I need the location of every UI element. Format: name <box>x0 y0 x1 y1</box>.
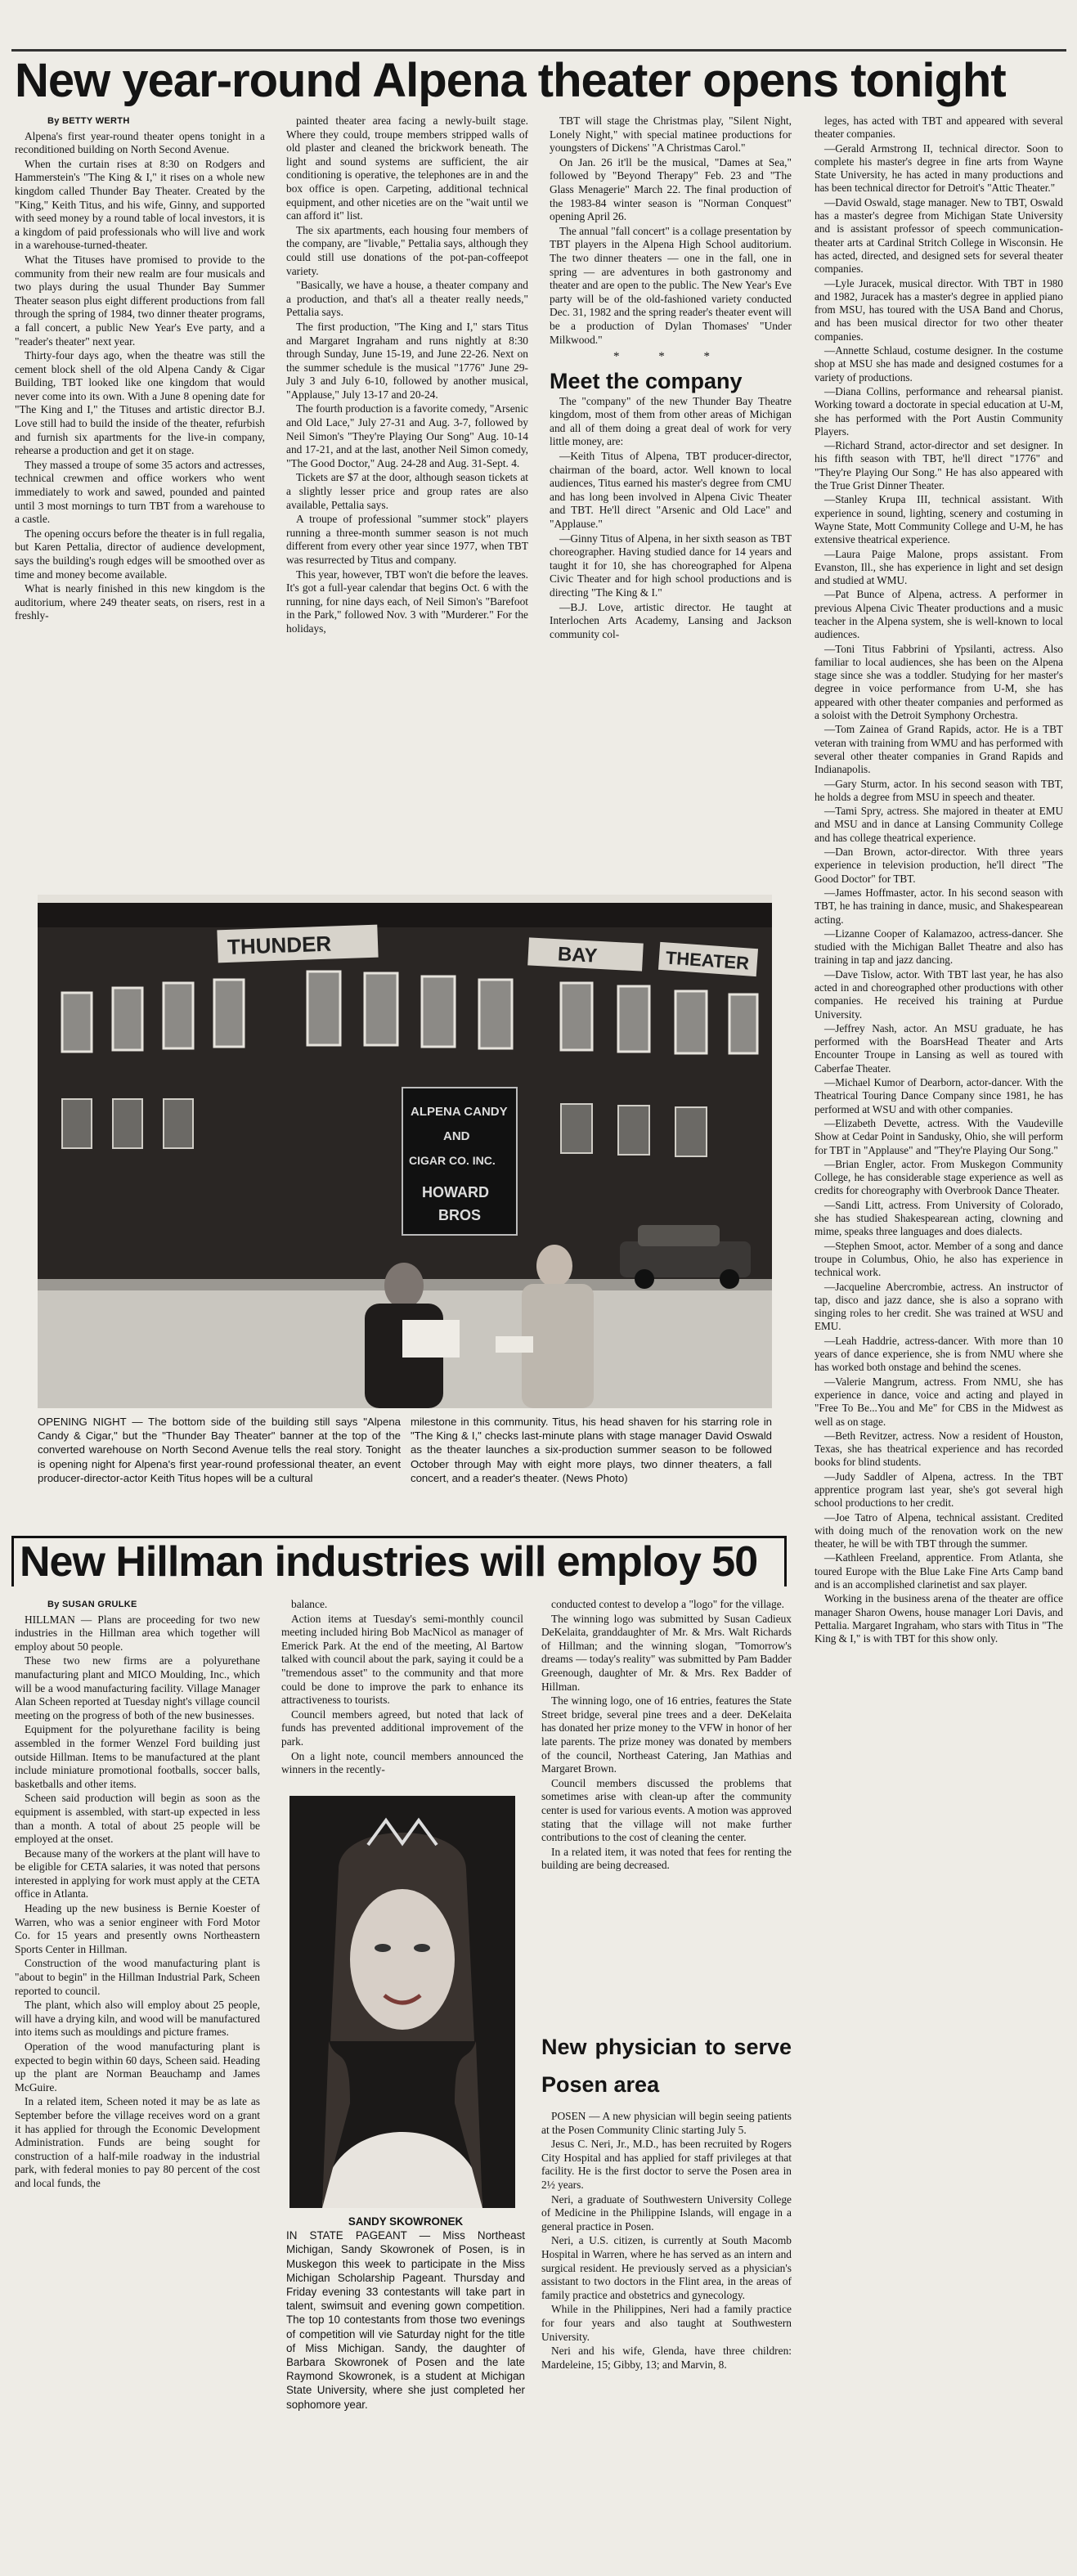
sign-line3: CIGAR CO. INC. <box>409 1154 496 1167</box>
top-rule <box>11 49 1066 52</box>
paragraph: —Gerald Armstrong II, technical director. Soon to complete his master's degree in fine arts from Wayne State University, he has acted in many productions and has been technical director for Detroit's "Attic Theater." <box>814 141 1063 195</box>
article1-col2 <box>286 114 528 860</box>
paragraph: The winning logo, one of 16 entries, features the State Street bridge, several pine trees and a deer. DeKelaita has donated her prize money to the VFW in honor of her late parents. The prize money was donated by members of the council, Northeast Catering, Jan Mathias and Margaret Brown. <box>541 1694 792 1775</box>
article2-col3 <box>541 1598 792 2023</box>
paragraph: —Jeffrey Nash, actor. An MSU graduate, he has performed with the BoarsHead Theater and Arts Encounter Troupe in Lansing as well as toured with Caberfae Theater. <box>814 1021 1063 1075</box>
paragraph: This year, however, TBT won't die before the leaves. It's got a full-year calendar that begins Oct. 6 with the running, for nine days each, of Neil Simon's "Barefoot in the Park," followed Nov. 3 with "Murderer." For the holidays, <box>286 568 528 635</box>
portrait-art <box>289 1796 515 2208</box>
paragraph: Heading up the new business is Bernie Koester of Warren, who was a senior engineer with Ford Motor Co. for 15 years and presently owns Northeastern Sports Center in Hillman. <box>15 1902 260 1955</box>
paragraph: Neri, a U.S. citizen, is currently at South Macomb Hospital in Warren, where he has served as an intern and surgical resident. He previously served as a physician's assistant to two doctors in the Flint area, in the areas of family practice and obstetrics and gynecology. <box>541 2234 792 2301</box>
article2-col1 <box>15 1598 260 2543</box>
building-photo-art <box>38 895 772 1408</box>
sign-line1: ALPENA CANDY <box>411 1105 508 1119</box>
paragraph: —Laura Paige Malone, props assistant. From Evanston, Ill., she has experience in light and set design and studied at WMU. <box>814 547 1063 587</box>
paragraph: —Keith Titus of Alpena, TBT producer-director, chairman of the board, actor. Well known to local audiences, Titus earned his master's degree from CMU and has long been involved in Alpena Civic Theater and TBT. He'll direct "Arsenic and Old Lace" and "Applause." <box>550 450 792 531</box>
paragraph: —Diana Collins, performance and rehearsal pianist. Working toward a doctorate in special education at U-M, she has performed with the Port Austin Community Players. <box>814 384 1063 438</box>
paragraph: —Beth Revitzer, actress. Now a resident of Houston, Texas, she has theatrical experience and has recorded books for blind students. <box>814 1429 1063 1469</box>
paragraph: Because many of the workers at the plant will have to be eligible for CETA salaries, it was noted that persons interested in applying for work must apply at the CETA office in Atlanta. <box>15 1847 260 1901</box>
paragraph: —Kathleen Freeland, apprentice. From Atlanta, she toured Europe with the Blue Lake Fine Arts Camp band and is an accomplished clarinetist and sax player. <box>814 1551 1063 1591</box>
paragraph: While in the Philippines, Neri had a family practice for four years and also taught at Southwestern University. <box>541 2303 792 2343</box>
paragraph: Working in the business arena of the theater are office manager Sharon Owens, house manager Lori Davis, and Pettalia. Margaret Ingraham, who stars with Titus in "The King & I," is with TBT for this show only. <box>814 1592 1063 1645</box>
paragraph: Council members agreed, but noted that lack of funds has prevented additional improvement of the park. <box>281 1708 523 1748</box>
pageant-caption-title: SANDY SKOWRONEK <box>348 2215 464 2228</box>
paragraph: Neri, a graduate of Southwestern University College of Medicine in the Philippine Islands, will engage in a general practice in Posen. <box>541 2192 792 2233</box>
paragraph: —Dave Tislow, actor. With TBT last year, he has also acted in and choreographed other productions with other companies. He received his training at Purdue University. <box>814 967 1063 1021</box>
sandy-skowronek-photo <box>289 1796 515 2208</box>
paragraph: They massed a troupe of some 35 actors and actresses, technical crewmen and office workers who went immediately to work and sawed, pounded and painted until 3 most mornings to turn TBT from a warehouse to a castle. <box>15 458 265 526</box>
paragraph: —Joe Tatro of Alpena, technical assistant. Credited with doing much of the renovation work on the new theater, he will be with TBT through the summer. <box>814 1510 1063 1551</box>
article2-col2 <box>281 1598 523 1786</box>
paragraph: A troupe of professional "summer stock" players running a three-month summer season is not much different from every other year since 1977, when TBT was resurrected by Titus and company. <box>286 513 528 566</box>
paragraph: —Lyle Juracek, musical director. With TBT in 1980 and 1982, Juracek has a master's degree in applied piano from MSU, has toured with the USA Band and Chorus, and has been musical director for two other theater companies. <box>814 276 1063 343</box>
paragraph: —Ginny Titus of Alpena, in her sixth season as TBT choreographer. Having studied dance for 14 years and taught it for 10, she has choreographed for Alpena Civic Theater and for high school productions and is directing "The King & I." <box>550 532 792 599</box>
paragraph: —Valerie Mangrum, actress. From NMU, she has experience in dance, voice and acting and played in "Free To Be...You and Me" for CBS in the Midwest as well as on stage. <box>814 1375 1063 1428</box>
paragraph: Equipment for the polyurethane facility is being assembled in the former Wenzel Ford building just outside Hillman. Items to be manufactured at the plant include miniature promotional footballs, soccer balls, basketballs and other items. <box>15 1723 260 1790</box>
paragraph: Action items at Tuesday's semi-monthly council meeting included hiring Bob MacNicol as manager of Emerick Park. At the end of the meeting, Al Bartow talked with council about the park, saying it could be a "tremendous asset" to the community and that more could be done to improve the park to enhance its attractiveness to tourists. <box>281 1612 523 1707</box>
paragraph: "Basically, we have a house, a theater company and a production, and that's all a theater really needs," Pettalia says. <box>286 279 528 319</box>
article1-col1-body <box>15 130 265 623</box>
paragraph: In a related item, Scheen noted it may be as late as September before the village receives word on a grant it has applied for through the Economic Development Administration. Funds are being sought for construction of a half-mile roadway in the industrial park, with federal monies to pay 80 percent of the cost and local funds, the <box>15 2095 260 2189</box>
article1-col3b-body <box>550 395 792 642</box>
paragraph: Alpena's first year-round theater opens tonight in a reconditioned building on North Second Avenue. <box>15 129 265 156</box>
article3 <box>541 2028 792 2543</box>
paragraph: TBT will stage the Christmas play, "Silent Night, Lonely Night," with special matinee productions for youngsters of Dickens' "A Christmas Carol." <box>550 114 792 155</box>
paragraph: —Gary Sturm, actor. In his second season with TBT, he holds a degree from MSU in speech and theater. <box>814 777 1063 803</box>
paragraph: —Richard Strand, actor-director and set designer. In his fifth season with TBT, he'll direct "1776" and "They're Playing Our Song." He has also appeared with the True Grist Dinner Theater. <box>814 439 1063 492</box>
paragraph: Thirty-four days ago, when the theatre was still the cement block shell of the old Alpena Candy & Cigar Building, TBT looked like one kingdom that would never come into its own. With a June 8 opening date for "The King and I," the Tituses and artistic director B.J. Love still had to build the inside of the theater, refurbish and furnish six apartments for the live-in company, rehearse a production and get it on stage. <box>15 349 265 457</box>
paragraph: On Jan. 26 it'll be the musical, "Dames at Sea," followed by "Beyond Therapy" Feb. 23 and "The Glass Menagerie" March 22. The final production of the 1983-84 winter season is "Norman Conquest" opening April 26. <box>550 155 792 223</box>
article1-col3 <box>550 114 792 860</box>
opening-night-caption-left <box>38 1415 401 1523</box>
pageant-caption-body: IN STATE PAGEANT — Miss Northeast Michigan, Sandy Skowronek of Posen, is in Muskegon this week to participate in the Miss Michigan Scholarship Pageant. Thursday and Friday evening 33 contestants will take part in talent, swimsuit and evening gown competition. The top 10 contestants from those two evenings of competition will vie Saturday night for the title of Miss Michigan. Sandy, the daughter of Barbara Skowronek of Posen and the late Raymond Skowronek, is a student at Michigan State University, where she just completed her sophomore year. <box>286 2229 525 2411</box>
headline-physician: New physician to serve Posen area <box>541 2035 792 2097</box>
pageant-caption <box>286 2215 525 2542</box>
paragraph: balance. <box>291 1598 328 1610</box>
paragraph: The opening occurs before the theater is in full regalia, but Karen Pettalia, director of audience development, says the building's rough edges will be smoothed over as time and money become available. <box>15 527 265 581</box>
caption-left-text: OPENING NIGHT — The bottom side of the building still says "Alpena Candy & Cigar," but the "Thunder Bay Theater" banner at the top of the converted warehouse on North Second Avenue tells the real story. Tonight is opening night for Alpena's first year-round professional theater, an event producer-director-actor Keith Titus hopes will be a cultural <box>38 1416 401 1484</box>
paragraph: On a light note, council members announced the winners in the recently- <box>281 1749 523 1776</box>
sign-line2: AND <box>443 1129 470 1143</box>
paragraph: What is nearly finished in this new kingdom is the auditorium, where 249 theater seats, on risers, rest in a freshly- <box>15 582 265 622</box>
paragraph: —David Oswald, stage manager. New to TBT, Oswald has a master's degree from Michigan State University and is assistant professor of speech communication-theater arts at Cardinal Stritch College in Wisconsin. He has acted, directed, and designed sets for several theater companies. <box>814 195 1063 276</box>
paragraph: The annual "fall concert" is a collage presentation by TBT players in the Alpena High School auditorium. The two dinner theaters — one in the fall, one in spring — are adventures in both gastronomy and theater and are open to the public. The New Year's Eve party will be of the old-fashioned variety conducted Dec. 31, 1982 and the spring reader's theater event will be a production of Dylan Thomases' "Under Milkwood." <box>550 224 792 346</box>
hillman-box-right <box>784 1536 787 1586</box>
paragraph: —Sandi Litt, actress. From University of Colorado, she has studied Shakespearean acting, clowning and mime, speaks three languages and does dialects. <box>814 1198 1063 1238</box>
article1-col4-body <box>814 114 1063 1646</box>
article3-body <box>541 2110 792 2372</box>
paragraph: Operation of the wood manufacturing plant is expected to begin within 60 days, Scheen said. Heading up the plant are Norman Beauchamp and James McGuire. <box>15 2040 260 2094</box>
byline-theater: By BETTY WERTH <box>47 116 130 126</box>
paragraph: Council members discussed the problems that sometimes arise with clean-up after the community center is used for various events. A motion was approved stating that the village will not make further contributions to the cost of cleaning the center. <box>541 1776 792 1844</box>
paragraph: —Judy Saddler of Alpena, actress. In the TBT apprentice program last year, she's got several high school productions to her credit. <box>814 1470 1063 1510</box>
paragraph: —Dan Brown, actor-director. With three years experience in television production, he'll direct "The Good Doctor" for TBT. <box>814 846 1063 885</box>
opening-night-caption-right <box>411 1415 772 1523</box>
paragraph: The plant, which also will employ about 25 people, will have a drying kiln, and wood will be manufactured into items such as mouldings and picture frames. <box>15 1999 260 2039</box>
paragraph: The winning logo was submitted by Susan Cadieux DeKelaita, granddaughter of Mr. & Mrs. Walt Richards of Hillman; and the winning slogan, "Tomorrow's dreams — today's reality" was submitted by Pam Badder Greenough, daughter of Mr. & Mrs. Rex Badder of Hillman. <box>541 1612 792 1693</box>
paragraph: POSEN — A new physician will begin seeing patients at the Posen Community Clinic starting July 5. <box>541 2110 792 2136</box>
paragraph: —Brian Engler, actor. From Muskegon Community College, he has considerable stage experience as well as credits for choreography with Overbrook Dance Theater. <box>814 1157 1063 1197</box>
paragraph: The six apartments, each housing four members of the company, are "livable," Pettalia says, although they could still use donations of the pot-pan-coffeepot variety. <box>286 223 528 277</box>
paragraph: Construction of the wood manufacturing plant is "about to begin" in the Hillman Industrial Park, Scheen reported to council. <box>15 1957 260 1997</box>
paragraph: painted theater area facing a newly-built stage. Where they could, troupe members stripped walls of old plaster and cleaned the brickwork beneath. The light and sound systems are sufficient, the air conditioning is operative, the telephones are in and the box office is open. Carpeting, additional technical equipment, and other niceties are on the "wait until we can afford it" list. <box>286 114 528 222</box>
sign-line5: BROS <box>438 1207 482 1223</box>
paragraph: —B.J. Love, artistic director. He taught at Interlochen Arts Academy, Lansing and Jackson community col- <box>550 600 792 640</box>
hillman-box-left <box>11 1536 14 1586</box>
paragraph: leges, has acted with TBT and appeared with several theater companies. <box>814 114 1063 141</box>
paragraph: The fourth production is a favorite comedy, "Arsenic and Old Lace," July 27-31 and Aug. 3-7, followed by Neil Simon's "They're Playing Our Song" Aug. 10-14 and 17-21, and at the last, another Neil Simon comedy, "The Good Doctor," Aug. 24-28 and Aug. 31-Sept. 4. <box>286 402 528 469</box>
paragraph: —Toni Titus Fabbrini of Ypsilanti, actress. Also familiar to local audiences, she has been on the Alpena stage since she was a toddler. Studying for her master's degree in voice performance from U-M, she has appeared with other theater companies and performed as a soloist with the Detroit Symphony Orchestra. <box>814 642 1063 722</box>
article2-col2-body <box>281 1598 523 1777</box>
paragraph: conducted contest to develop a "logo" for the village. <box>551 1598 784 1610</box>
paragraph: —Tami Spry, actress. She majored in theater at EMU and MSU and in dance at Lansing Community College and has college theatrical experience. <box>814 805 1063 844</box>
byline-hillman: By SUSAN GRULKE <box>47 1600 137 1609</box>
article1-col4 <box>814 114 1063 2543</box>
paragraph: —Stephen Smoot, actor. Member of a song and dance troupe in Columbus, Ohio, he also has experience in technical work. <box>814 1239 1063 1279</box>
paragraph: In a related item, it was noted that fees for renting the building are being decreased. <box>541 1845 792 1872</box>
article1-col1 <box>15 114 265 860</box>
paragraph: —James Hoffmaster, actor. In his second season with TBT, he has training in dance, music, and Shakespearean acting. <box>814 886 1063 926</box>
paragraph: Tickets are $7 at the door, although season tickets at a slightly lesser price and group rates are also available, Pettalia says. <box>286 471 528 511</box>
paragraph: —Tom Zainea of Grand Rapids, actor. He is a TBT veteran with training from WMU and has performed with several other theater companies in Grand Rapids and Indianapolis. <box>814 723 1063 776</box>
paragraph: —Annette Schlaud, costume designer. In the costume shop at MSU she has made and designed costumes for a variety of productions. <box>814 344 1063 384</box>
paragraph: —Jacqueline Abercrombie, actress. An instructor of tap, disco and jazz dance, she is also a soprano with singing roles to her credit. She was trained at WSU and EMU. <box>814 1280 1063 1333</box>
paragraph: —Elizabeth Devette, actress. With the Vaudeville Show at Cedar Point in Sandusky, Ohio, she will perform for TBT in "Applause" and "They're Playing Our Song." <box>814 1116 1063 1156</box>
article1-col2-body <box>286 114 528 636</box>
article2-col3-body <box>541 1598 792 1873</box>
paragraph: The "company" of the new Thunder Bay Theatre kingdom, most of them from other areas of Michigan and all of them doing a great deal of work for very little money, are: <box>550 394 792 448</box>
headline-hillman: New Hillman industries will employ 50 <box>20 1538 758 1586</box>
banner-bay: BAY <box>557 943 599 967</box>
paragraph: HILLMAN — Plans are proceeding for two new industries in the Hillman area which together will employ about 50 people. <box>15 1613 260 1653</box>
article1-col3-body <box>550 114 792 347</box>
paragraph: When the curtain rises at 8:30 on Rodgers and Hammerstein's "The King & I," it rises on a whole new kingdom called Thunder Bay Theater. Created by the "King," Keith Titus, and his wife, Ginny, and supported with seed money by a round table of local investors, it is a kingdom of paid professionals who will live and work in a warehouse-turned-theater. <box>15 157 265 252</box>
subhead-meet-company: Meet the company <box>550 368 743 393</box>
banner-thunder: THUNDER <box>227 931 332 959</box>
paragraph: The first production, "The King and I," stars Titus and Margaret Ingraham and runs nightly at 8:30 through Sunday, June 15-19, and June 22-26. Next on the summer schedule is the musical "1776" June 29-July 3 and July 6-10, followed by another musical, "Applause," July 13-17 and 20-24. <box>286 320 528 401</box>
sign-line4: HOWARD <box>422 1184 489 1200</box>
paragraph: Jesus C. Neri, Jr., M.D., has been recruited by Rogers City Hospital and has applied for staff privileges at that facility. He is the first doctor to serve the Posen area in 2½ years. <box>541 2138 792 2191</box>
banner-theater: THEATER <box>665 947 750 974</box>
paragraph: These two new firms are a polyurethane manufacturing plant and MICO Moulding, Inc., which will be a wood manufacturing facility. Village Manager Alan Scheen reported at Tuesday night's village council meeting on the progress of both of the new businesses. <box>15 1654 260 1721</box>
paragraph: —Pat Bunce of Alpena, actress. A performer in previous Alpena Civic Theater productions and a music teacher in the Alpena system, she is well-known to local audiences. <box>814 588 1063 641</box>
paragraph: —Stanley Krupa III, technical assistant. With experience in sound, lighting, scenery and costuming in Wayne State, Mott Community College and U-M, he has extensive theatrical experience. <box>814 493 1063 546</box>
paragraph: Scheen said production will begin as soon as the equipment is assembled, with start-up expected in less than a month. A total of about 25 people will be employed at the onset. <box>15 1792 260 1846</box>
theater-building-photo <box>38 895 772 1408</box>
paragraph: —Lizanne Cooper of Kalamazoo, actress-dancer. She studied with the Michigan Ballet Theatre and also has training in tap and jazz dancing. <box>814 927 1063 967</box>
article2-col1-body <box>15 1613 260 2191</box>
paragraph: What the Tituses have promised to provide to the community from their new realm are four musicals and two plays during the usual Thunder Bay Summer Theater season plus eight different productions from fall through the spring of 1984, two dinner theater programs, a fall concert, a public New Year's Eve party, and a "reader's theater" next year. <box>15 253 265 348</box>
caption-right-text: milestone in this community. Titus, his head shaven for his starring role in "The King & I," checks last-minute plans with stage manager David Oswald as the theater launches a six-production summer season to be followed October through May with eight more plays, two dinner theaters, a fall concert, and a reader's theater. (News Photo) <box>411 1416 772 1484</box>
paragraph: Neri and his wife, Glenda, have three children: Mardeleine, 15; Gibby, 13; and Marvin, 8. <box>541 2345 792 2371</box>
paragraph: —Leah Haddrie, actress-dancer. With more than 10 years of dance experience, she is from NMU where she has worked both onstage and behind the scenes. <box>814 1334 1063 1374</box>
paragraph: —Michael Kumor of Dearborn, actor-dancer. With the Theatrical Touring Dance Company since 1981, he has performed at WSU and with other companies. <box>814 1076 1063 1115</box>
section-stars: * * * <box>613 350 728 364</box>
headline-theater: New year-round Alpena theater opens tonight <box>15 54 1006 107</box>
